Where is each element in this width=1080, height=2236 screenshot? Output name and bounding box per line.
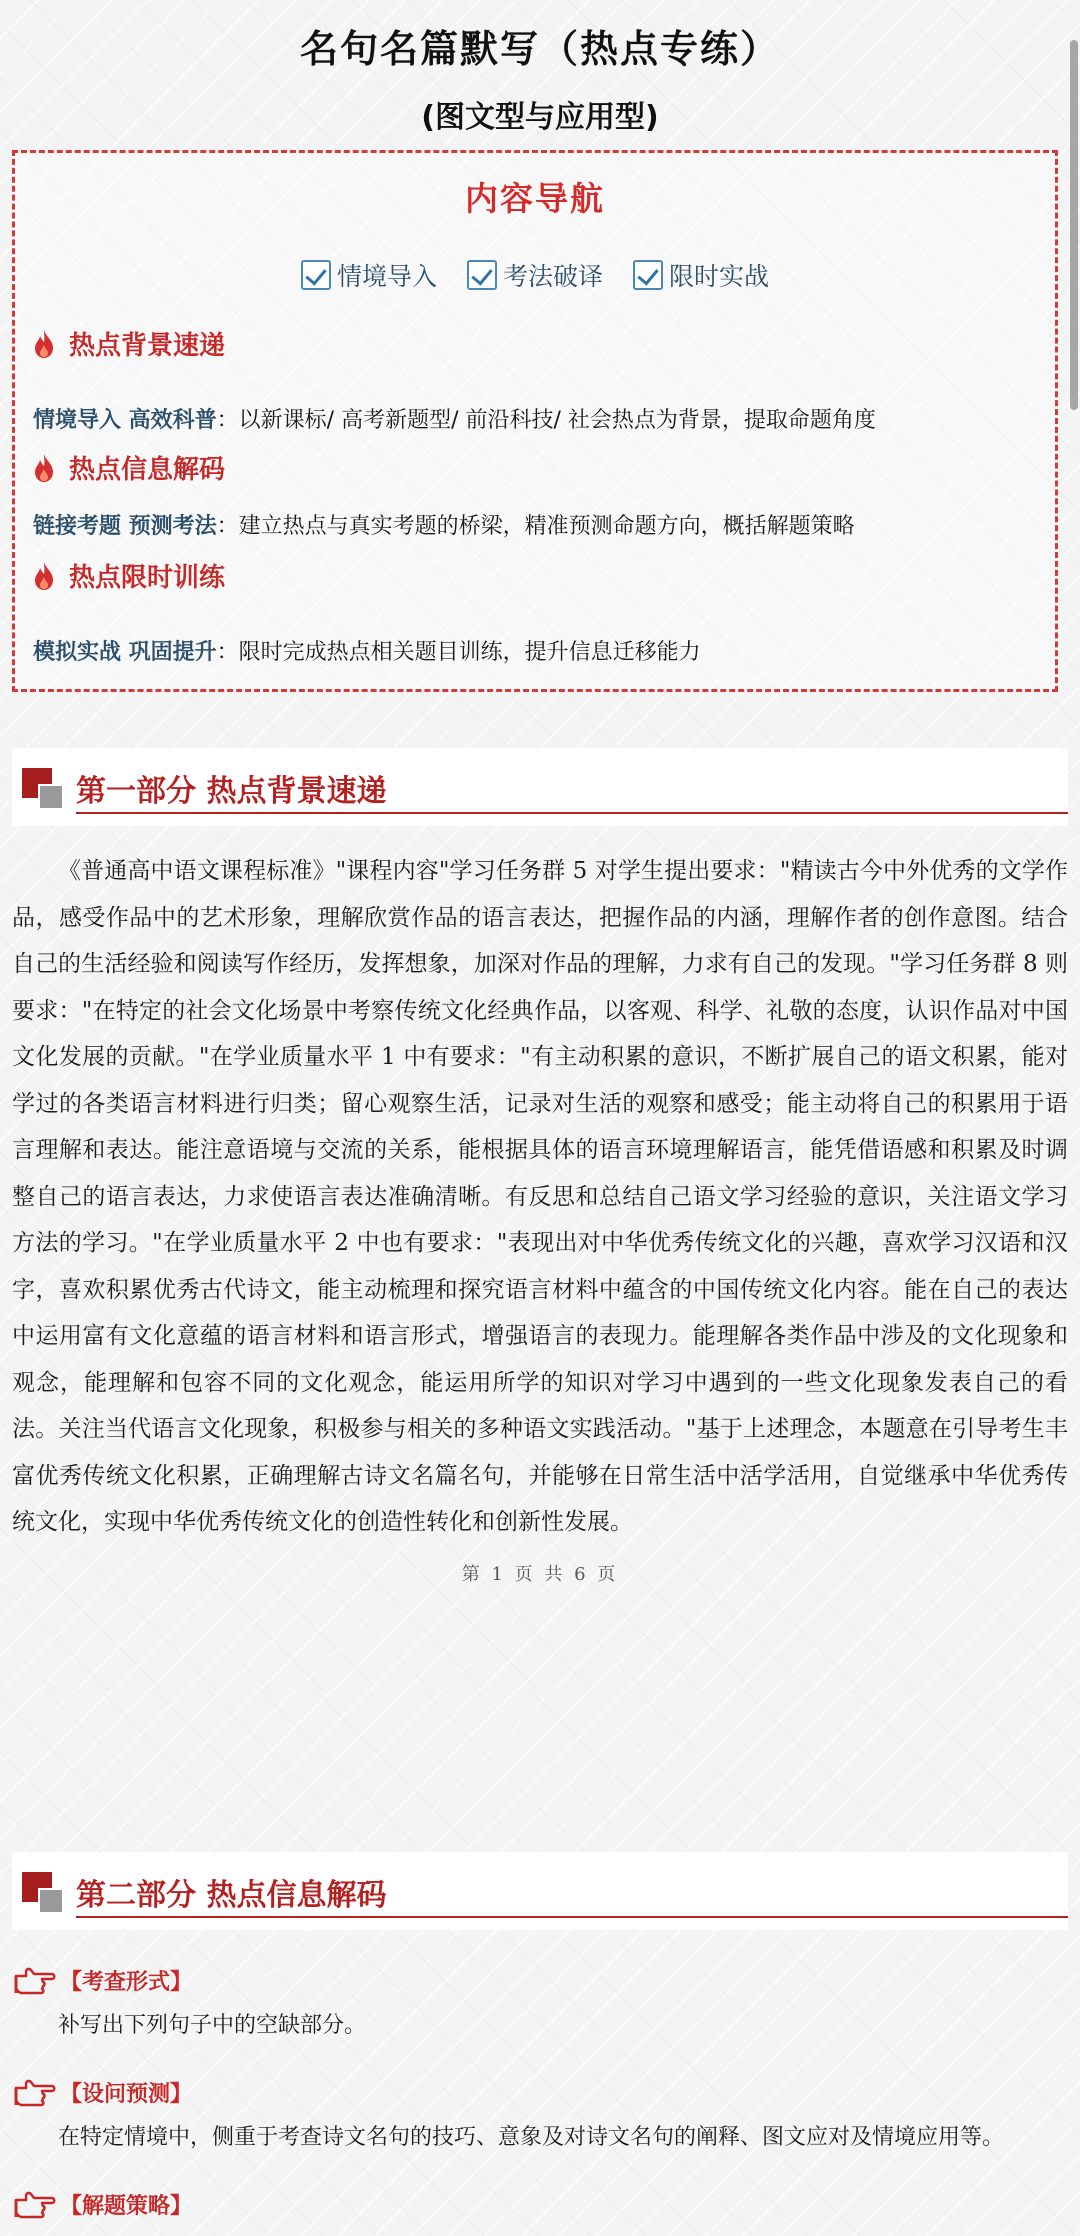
hint-item <box>12 2074 1068 2151</box>
part2-header <box>12 1852 1068 1930</box>
nav-link-label: 限时实战 <box>669 262 770 291</box>
pointing-hand-icon <box>12 2186 58 2222</box>
divider <box>76 812 1068 814</box>
nav-title: 内容导航 <box>465 179 605 218</box>
section-keywords: 情境导入 高效科普 <box>33 408 217 433</box>
section-keywords: 链接考题 预测考法 <box>33 514 217 539</box>
scrollbar[interactable] <box>1070 40 1078 410</box>
section-desc-text: ：限时完成热点相关题目训练，提升信息迁移能力 <box>216 640 701 665</box>
document-subtitle: (图文型与应用型) <box>421 100 659 135</box>
hint-text: 补写出下列句子中的空缺部分。 <box>58 2013 367 2038</box>
fire-icon <box>33 453 55 483</box>
section-description <box>33 509 855 540</box>
nav-section-heading <box>33 557 225 594</box>
section-keywords: 模拟实战 巩固提升 <box>33 640 217 665</box>
section-desc-text: ：建立热点与真实考题的桥梁，精准预测命题方向，概括解题策略 <box>216 514 855 539</box>
pointing-hand-icon <box>12 2074 58 2110</box>
fire-icon <box>33 561 55 591</box>
hint-label: 【设问预测】 <box>60 2081 193 2107</box>
divider <box>76 1916 1068 1918</box>
section-description <box>33 403 876 434</box>
hint-text: 在特定情境中，侧重于考查诗文名句的技巧、意象及对诗文名句的阐释、图文应对及情境应用等。 <box>58 2125 1005 2150</box>
checkbox-icon <box>633 260 663 290</box>
hint-item <box>12 2186 1068 2222</box>
checkbox-icon <box>467 260 497 290</box>
section-title: 热点背景速递 <box>69 331 226 361</box>
document-page-2 <box>0 1690 1080 2236</box>
part1-body-text: 《普通高中语文课程标准》"课程内容"学习任务群 5 对学生提出要求："精读古今中外优秀的文学作品，感受作品中的艺术形象，理解欣赏作品的语言表达，把握作品的内涵，理解作者的创作意图。结合自己的生活经验和阅读写作经历，发挥想象，加深对作品的理解，力求有自己的发现。"学习任务群 8 则要求："在特定的社会文化场景中考察传统文化经典作品，以客观、科学、礼敬的态度，认识作品对中国文化发展的贡献。"在学业质量水平 1 中有要求："有主动积累的意识，不断扩展自己的语文积累，能对学过的各类语言材料进行归类；留心观察生活，记录对生活的观察和感受；能主动将自己的积累用于语言理解和表达。能注意语境与交流的关系，能根据具体的语言环境理解语言，能凭借语感和积累及时调整自己的语言表达，力求使语言表达准确清晰。有反思和总结自己语文学习经验的意识，关注语文学习方法的学习。"在学业质量水平 2 中也有要求："表现出对中华优秀传统文化的兴趣，喜欢学习汉语和汉字，喜欢积累优秀古代诗文，能主动梳理和探究语言材料中蕴含的中国传统文化内容。能在自己的表达中运用富有文化意蕴的语言材料和语言形式，增强语言的表现力。能理解各类作品中涉及的文化现象和观念，能理解和包容不同的文化观念，能运用所学的知识对学习中遇到的一些文化现象发表自己的看法。关注当代语言文化现象，积极参与相关的多种语文实践活动。"基于上述理念，本题意在引导考生丰富优秀传统文化积累，正确理解古诗文名篇名句，并能够在日常生活中活学活用，自觉继承中华优秀传统文化，实现中华优秀传统文化的创造性转化和创新性发展。 <box>12 858 1068 1535</box>
pointing-hand-icon <box>12 1962 58 1998</box>
section-desc-text: ：以新课标/ 高考新题型/ 前沿科技/ 社会热点为背景，提取命题角度 <box>216 408 876 433</box>
nav-link-label: 考法破译 <box>502 262 603 291</box>
nav-section-heading <box>33 449 225 486</box>
part1-header <box>12 748 1068 826</box>
nav-link-scenario[interactable] <box>301 257 437 293</box>
section-marker-icon <box>22 1872 64 1914</box>
nav-section-heading <box>33 325 225 362</box>
section-title: 热点限时训练 <box>69 563 226 593</box>
nav-link-practice[interactable] <box>633 257 769 293</box>
checkbox-icon <box>301 260 331 290</box>
hint-label: 【解题策略】 <box>60 2193 193 2219</box>
nav-link-method[interactable] <box>467 257 603 293</box>
document-title: 名句名篇默写（热点专练） <box>299 27 780 71</box>
section-marker-icon <box>22 768 64 810</box>
section-description <box>33 635 701 666</box>
nav-link-label: 情境导入 <box>336 262 437 291</box>
nav-links <box>15 257 1055 293</box>
hint-label: 【考查形式】 <box>60 1969 193 1995</box>
part2-title: 第二部分 热点信息解码 <box>76 1878 387 1913</box>
page-number: 第 1 页 共 6 页 <box>461 1564 619 1585</box>
hint-item <box>12 1962 1068 2039</box>
content-navigation-box <box>12 150 1058 692</box>
fire-icon <box>33 329 55 359</box>
part1-title: 第一部分 热点背景速递 <box>76 774 387 809</box>
section-title: 热点信息解码 <box>69 455 226 485</box>
